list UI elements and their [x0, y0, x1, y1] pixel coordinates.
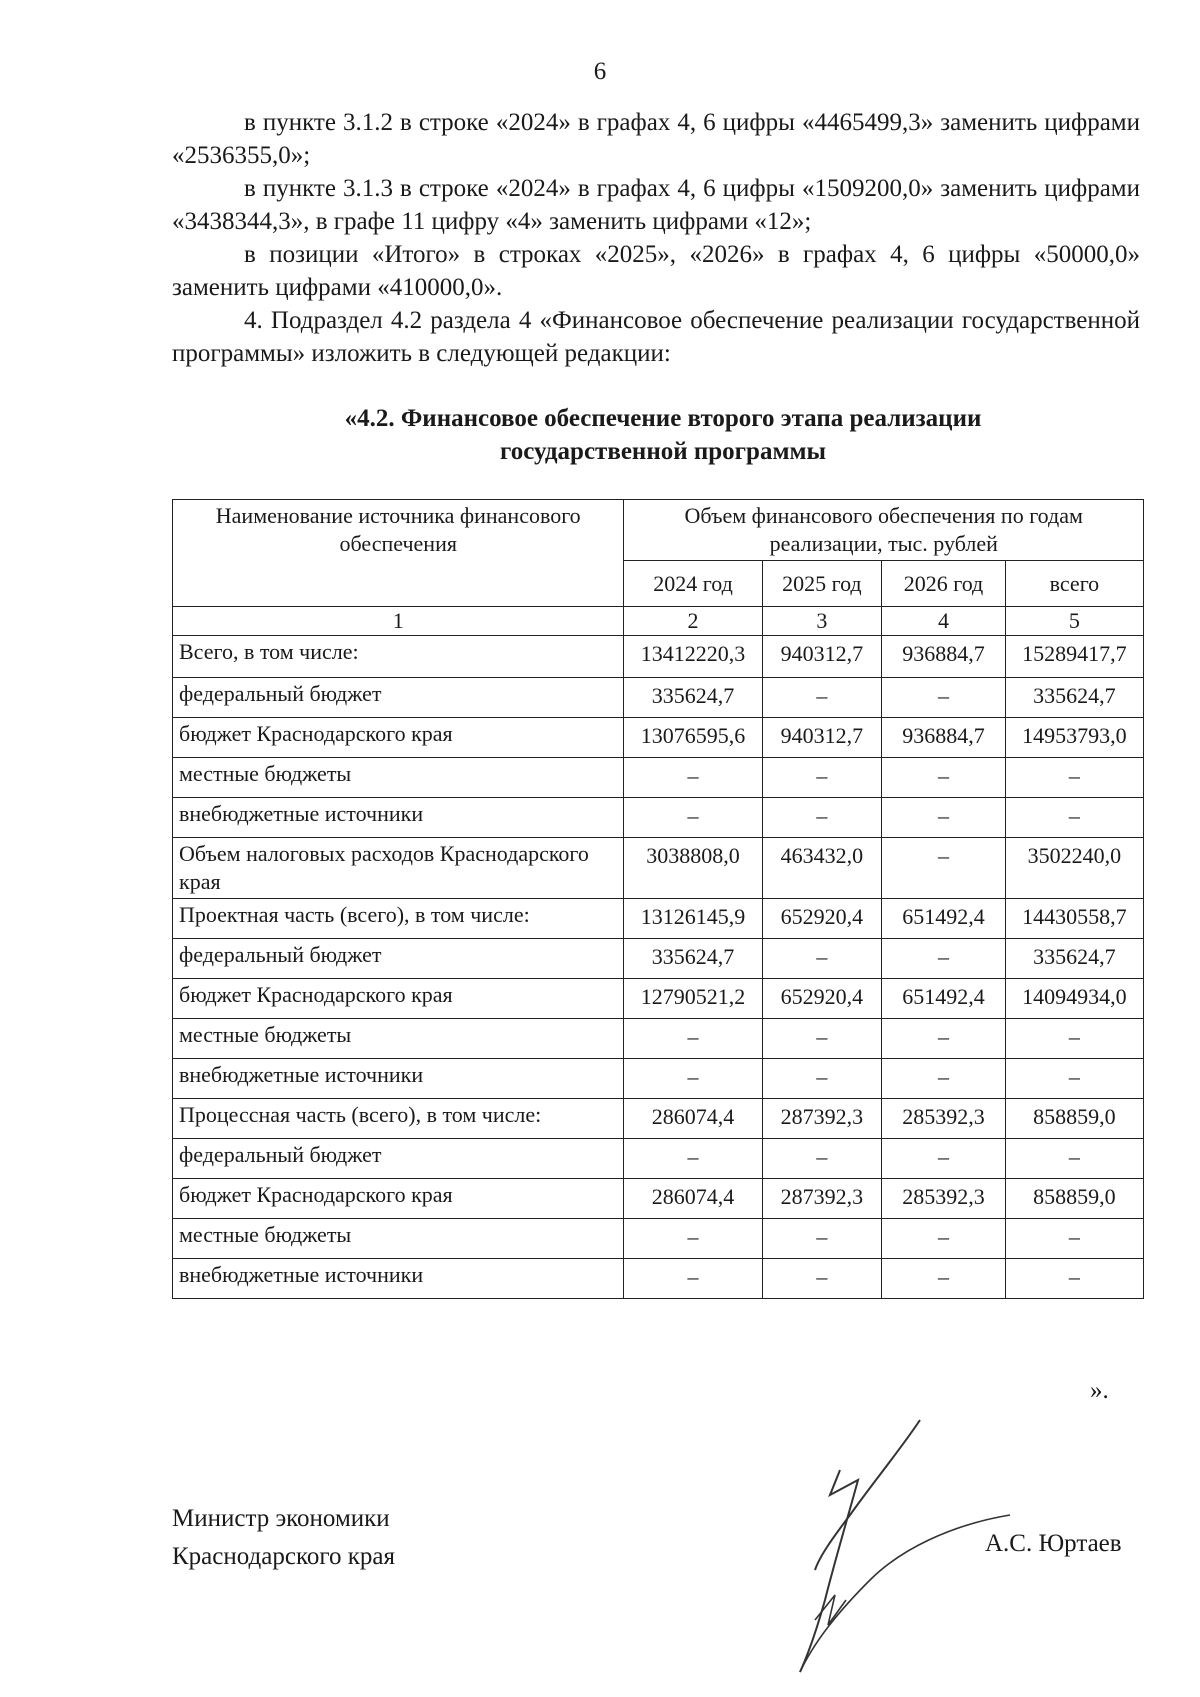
value-cell: 652920,4 — [762, 979, 882, 1019]
column-index: 2 — [624, 607, 762, 636]
table-row — [173, 758, 1144, 798]
value-cell: 287392,3 — [762, 1099, 882, 1139]
value-cell: – — [624, 1019, 762, 1059]
table-row — [173, 1179, 1144, 1219]
value-cell: 12790521,2 — [624, 979, 762, 1019]
value-cell: – — [882, 1259, 1006, 1299]
table-row — [173, 1099, 1144, 1139]
value-cell: 335624,7 — [1005, 939, 1143, 979]
intro-text — [172, 106, 1140, 370]
table-row — [173, 718, 1144, 758]
value-cell: 652920,4 — [762, 899, 882, 939]
column-index: 5 — [1005, 607, 1143, 636]
value-cell: 3502240,0 — [1005, 838, 1143, 899]
source-name-cell: внебюджетные источники — [173, 798, 624, 838]
value-cell: – — [882, 758, 1006, 798]
value-cell: 936884,7 — [882, 718, 1006, 758]
value-cell: 14094934,0 — [1005, 979, 1143, 1019]
value-cell: 14430558,7 — [1005, 899, 1143, 939]
value-cell: 287392,3 — [762, 1179, 882, 1219]
table-row — [173, 1139, 1144, 1179]
value-cell: 858859,0 — [1005, 1099, 1143, 1139]
value-cell: – — [882, 1219, 1006, 1259]
source-name-cell: местные бюджеты — [173, 1219, 624, 1259]
value-cell: 940312,7 — [762, 718, 882, 758]
table-row — [173, 678, 1144, 718]
signer-title-line2: Краснодарского края — [172, 1543, 395, 1570]
value-cell: 14953793,0 — [1005, 718, 1143, 758]
value-cell: – — [882, 1019, 1006, 1059]
source-name-cell: федеральный бюджет — [173, 1139, 624, 1179]
value-cell: – — [762, 678, 882, 718]
value-cell: 335624,7 — [624, 939, 762, 979]
table-row — [173, 1019, 1144, 1059]
value-cell: – — [882, 1059, 1006, 1099]
value-cell: 286074,4 — [624, 1179, 762, 1219]
value-cell: 858859,0 — [1005, 1179, 1143, 1219]
value-cell: 285392,3 — [882, 1179, 1006, 1219]
value-cell: – — [624, 1059, 762, 1099]
paragraph: в пункте 3.1.2 в строке «2024» в графах 4, 6 цифры «4465499,3» заменить цифрами «2536355,0»; — [172, 109, 1140, 169]
value-cell: 13126145,9 — [624, 899, 762, 939]
source-name-cell: Проектная часть (всего), в том числе: — [173, 899, 624, 939]
value-cell: 285392,3 — [882, 1099, 1006, 1139]
value-cell: 335624,7 — [624, 678, 762, 718]
header-year: 2026 год — [882, 561, 1006, 607]
value-cell: 3038808,0 — [624, 838, 762, 899]
source-name-cell: местные бюджеты — [173, 758, 624, 798]
value-cell: – — [762, 1219, 882, 1259]
value-cell: – — [1005, 758, 1143, 798]
source-name-cell: федеральный бюджет — [173, 939, 624, 979]
value-cell: – — [624, 1139, 762, 1179]
value-cell: – — [762, 1019, 882, 1059]
value-cell: 463432,0 — [762, 838, 882, 899]
value-cell: – — [1005, 1019, 1143, 1059]
value-cell: – — [1005, 798, 1143, 838]
table-row — [173, 798, 1144, 838]
column-index: 4 — [882, 607, 1006, 636]
value-cell: – — [624, 1219, 762, 1259]
table-row — [173, 1259, 1144, 1299]
source-name-cell: бюджет Краснодарского края — [173, 718, 624, 758]
value-cell: 335624,7 — [1005, 678, 1143, 718]
value-cell: 15289417,7 — [1005, 636, 1143, 678]
value-cell: 936884,7 — [882, 636, 1006, 678]
header-year: 2024 год — [624, 561, 762, 607]
value-cell: – — [1005, 1139, 1143, 1179]
value-cell: – — [882, 838, 1006, 899]
table-row — [173, 979, 1144, 1019]
table-row — [173, 1059, 1144, 1099]
value-cell: 13412220,3 — [624, 636, 762, 678]
source-name-cell: Процессная часть (всего), в том числе: — [173, 1099, 624, 1139]
value-cell: – — [762, 758, 882, 798]
paragraph: 4. Подраздел 4.2 раздела 4 «Финансовое обеспечение реализации государственной программы» изложить в следующей редакции: — [172, 307, 1140, 367]
header-year: 2025 год — [762, 561, 882, 607]
column-index: 3 — [762, 607, 882, 636]
value-cell: – — [762, 1139, 882, 1179]
section-heading — [172, 402, 1140, 468]
source-name-cell: бюджет Краснодарского края — [173, 979, 624, 1019]
table-row — [173, 636, 1144, 678]
value-cell: – — [1005, 1059, 1143, 1099]
table-row — [173, 899, 1144, 939]
paragraph: в пункте 3.1.3 в строке «2024» в графах 4, 6 цифры «1509200,0» заменить цифрами «3438344,3», в графе 11 цифру «4» заменить цифрами «12»; — [172, 175, 1140, 235]
source-name-cell: внебюджетные источники — [173, 1059, 624, 1099]
source-name-cell: Всего, в том числе: — [173, 636, 624, 678]
table-row — [173, 838, 1144, 899]
source-name-cell: Объем налоговых расходов Краснодарского края — [173, 838, 624, 899]
value-cell: 286074,4 — [624, 1099, 762, 1139]
closing-quote: ». — [1090, 1377, 1109, 1404]
value-cell: – — [882, 798, 1006, 838]
value-cell: – — [882, 939, 1006, 979]
section-heading-line1: «4.2. Финансовое обеспечение второго этапа реализации — [344, 405, 982, 432]
header-volume: Объем финансового обеспечения по годам реализации, тыс. рублей — [624, 500, 1144, 561]
value-cell: – — [1005, 1219, 1143, 1259]
value-cell: 651492,4 — [882, 979, 1006, 1019]
value-cell: – — [882, 1139, 1006, 1179]
value-cell: – — [624, 798, 762, 838]
column-index-row — [173, 607, 1144, 636]
value-cell: – — [762, 1059, 882, 1099]
source-name-cell: бюджет Краснодарского края — [173, 1179, 624, 1219]
header-total: всего — [1005, 561, 1143, 607]
signer-name: А.С. Юртаев — [985, 1530, 1122, 1557]
section-heading-line2: государственной программы — [499, 438, 827, 465]
column-index: 1 — [173, 607, 624, 636]
table-row — [173, 1219, 1144, 1259]
source-name-cell: внебюджетные источники — [173, 1259, 624, 1299]
value-cell: – — [762, 939, 882, 979]
signer-title — [172, 1500, 395, 1576]
page-number: 6 — [593, 58, 607, 85]
financing-table — [172, 499, 1144, 1299]
value-cell: – — [882, 678, 1006, 718]
table-row — [173, 939, 1144, 979]
value-cell: – — [762, 798, 882, 838]
header-source-name: Наименование источника финансового обеспечения — [173, 500, 624, 607]
value-cell: 651492,4 — [882, 899, 1006, 939]
value-cell: 13076595,6 — [624, 718, 762, 758]
value-cell: – — [762, 1259, 882, 1299]
value-cell: – — [624, 1259, 762, 1299]
value-cell: – — [624, 758, 762, 798]
paragraph: в позиции «Итого» в строках «2025», «2026» в графах 4, 6 цифры «50000,0» заменить цифрами «410000,0». — [172, 241, 1140, 301]
signer-title-line1: Министр экономики — [172, 1505, 390, 1532]
source-name-cell: федеральный бюджет — [173, 678, 624, 718]
value-cell: 940312,7 — [762, 636, 882, 678]
value-cell: – — [1005, 1259, 1143, 1299]
source-name-cell: местные бюджеты — [173, 1019, 624, 1059]
